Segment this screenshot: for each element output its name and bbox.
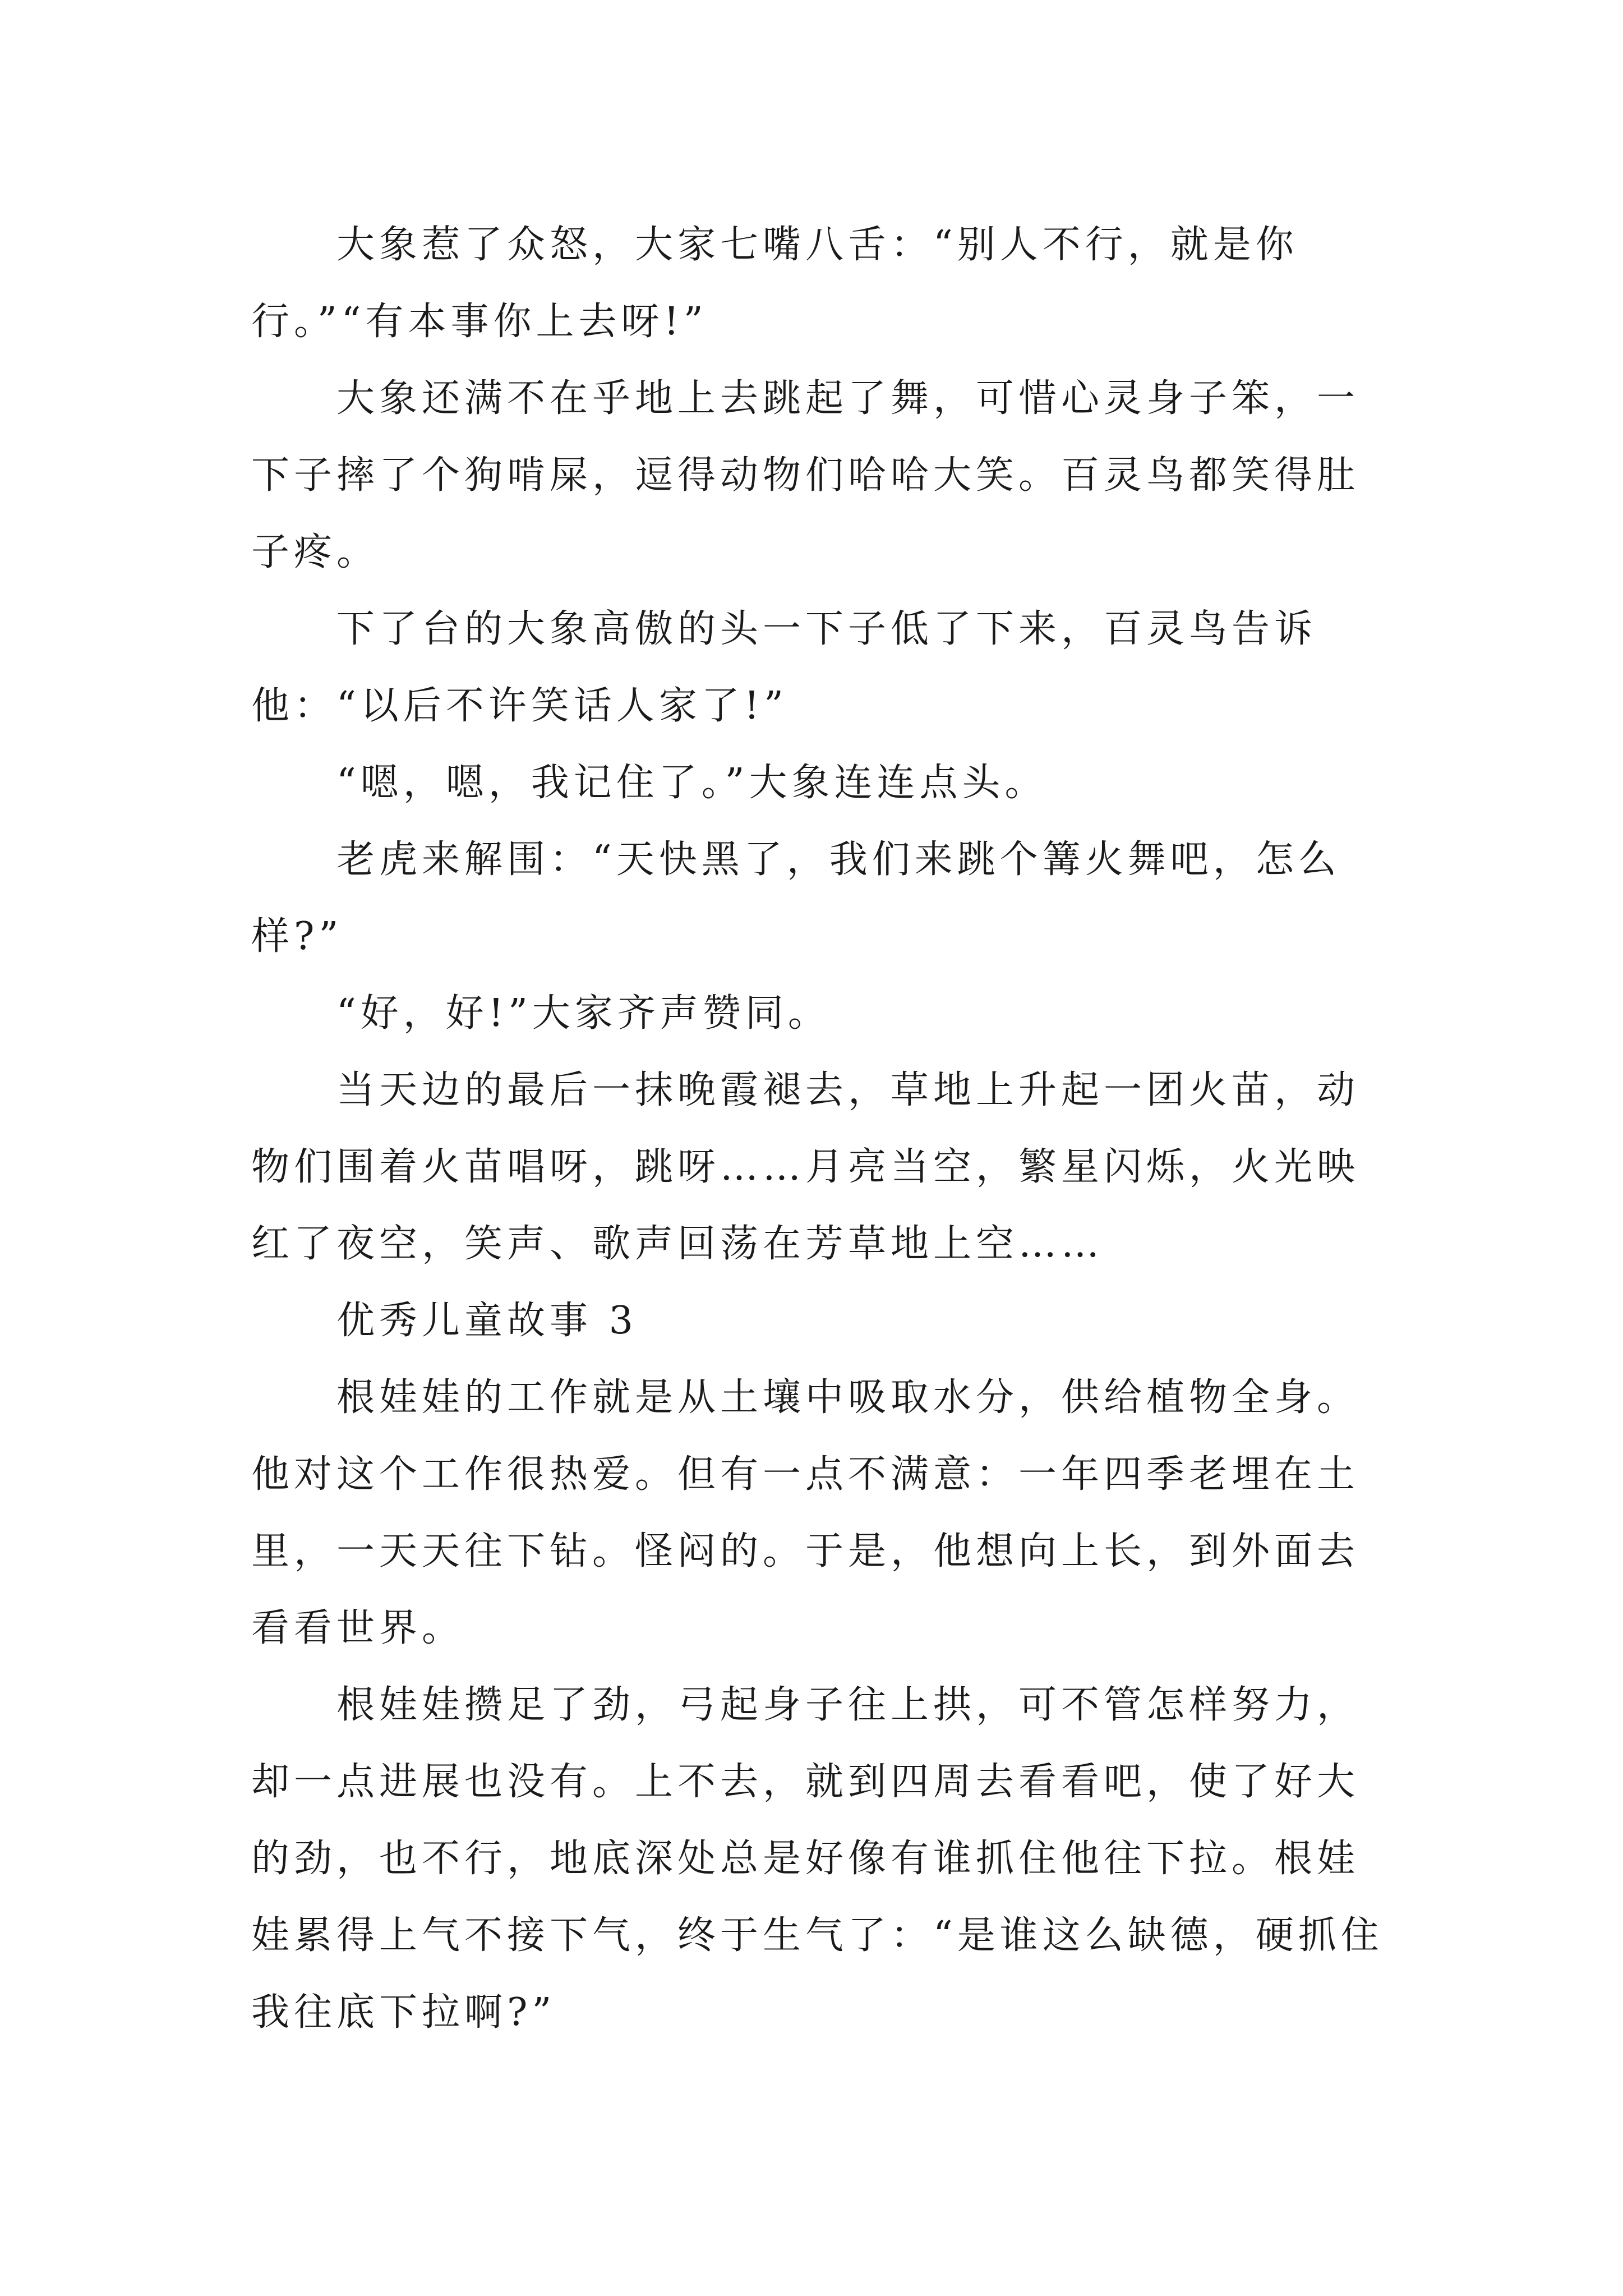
paragraph: “嗯，嗯，我记住了。”大象连连点头。	[336, 761, 1048, 805]
paragraph: 当天边的最后一抹晚霞褪去，草地上升起一团火苗，动物们围着火苗唱呀，跳呀……月亮当空，繁星闪烁，火光映红了夜空，笑声、歌声回荡在芳草地上空……	[251, 1068, 1360, 1266]
paragraph: 下了台的大象高傲的头一下子低了下来，百灵鸟告诉他：“以后不许笑话人家了!”	[251, 607, 1317, 728]
paragraph: 根娃娃攒足了劲，弓起身子往上拱，可不管怎样努力，却一点进展也没有。上不去，就到四周去看看吧，使了好大的劲，也不行，地底深处总是好像有谁抓住他往下拉。根娃娃累得上气不接下气，终于生气了：“是谁这么缺德，硬抓住我往底下拉啊?”	[251, 1683, 1384, 2035]
paragraph: 大象惹了众怒，大家七嘴八舌：“别人不行，就是你行。”“有本事你上去呀!”	[251, 223, 1298, 344]
paragraph: “好，好!”大家齐声赞同。	[336, 991, 831, 1036]
section-heading: 优秀儿童故事 3	[336, 1299, 638, 1343]
document-body	[251, 206, 1395, 2051]
paragraph: 根娃娃的工作就是从土壤中吸取水分，供给植物全身。他对这个工作很热爱。但有一点不满意：一年四季老埋在土里，一天天往下钻。怪闷的。于是，他想向上长，到外面去看看世界。	[251, 1375, 1360, 1650]
paragraph: 大象还满不在乎地上去跳起了舞，可惜心灵身子笨，一下子摔了个狗啃屎，逗得动物们哈哈大笑。百灵鸟都笑得肚子疼。	[251, 376, 1360, 574]
paragraph: 老虎来解围：“天快黑了，我们来跳个篝火舞吧，怎么样?”	[251, 838, 1341, 959]
